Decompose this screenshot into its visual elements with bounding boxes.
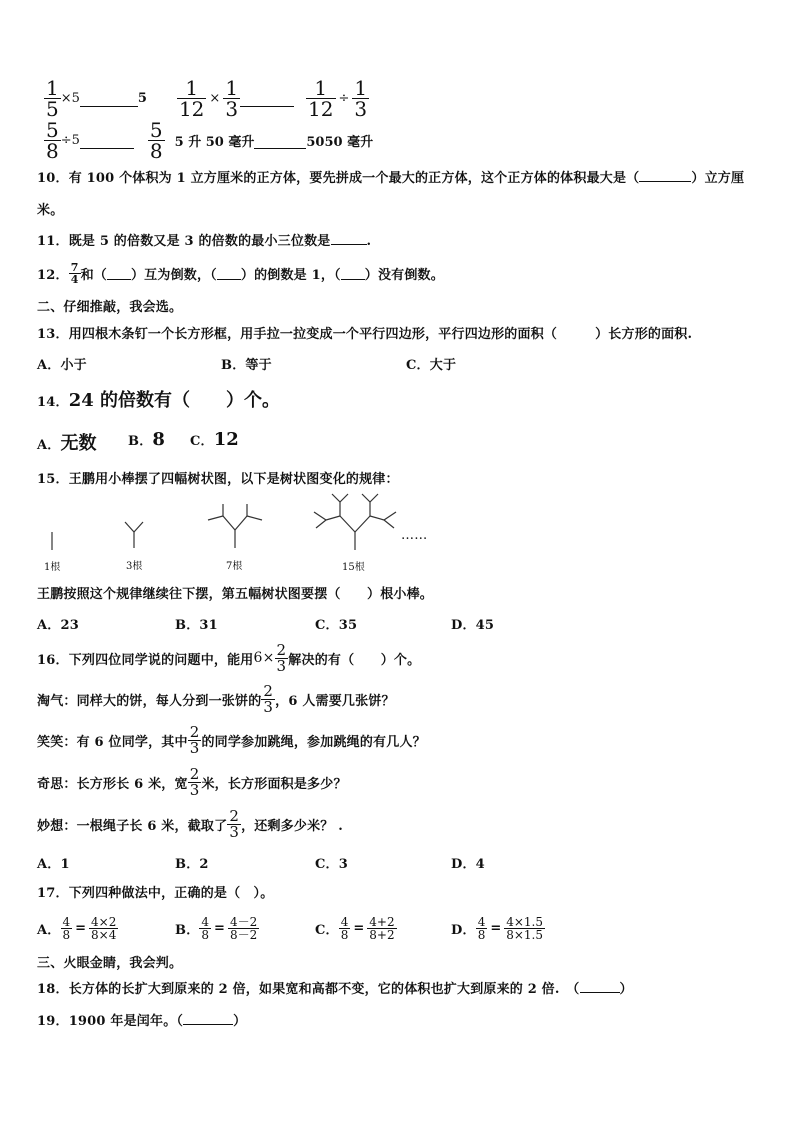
question-text: 16．下列四位同学说的问题中，能用 bbox=[37, 652, 254, 668]
option-value: 无数 bbox=[60, 433, 97, 454]
q13-option-c[interactable]: C．大于 bbox=[406, 358, 457, 373]
fraction: $\frac{5}{8}$ bbox=[149, 117, 163, 163]
answer-blank[interactable] bbox=[217, 267, 241, 280]
fraction: $\frac{4\times 2}{8\times 4}$ bbox=[91, 914, 117, 942]
fraction: $\frac{4+2}{8+2}$ bbox=[369, 914, 395, 942]
q13-option-b[interactable]: B．等于 bbox=[221, 358, 272, 373]
fraction: $\frac{4}{8}$ bbox=[340, 914, 349, 942]
q17-option-a[interactable] bbox=[37, 910, 118, 946]
statement-text: 米，长方形面积是多少？ bbox=[201, 776, 347, 792]
operator: ÷ bbox=[338, 90, 350, 106]
tree-3 bbox=[125, 522, 143, 548]
q16-statement-3 bbox=[37, 763, 347, 801]
question-19 bbox=[37, 1010, 246, 1029]
answer-blank[interactable] bbox=[580, 980, 620, 993]
statement-text: ，还剩多少米？ . bbox=[241, 818, 343, 834]
question-text: 19．1900 年是闰年。（ bbox=[37, 1014, 184, 1029]
question-18 bbox=[37, 978, 633, 997]
question-14 bbox=[37, 386, 280, 412]
operator: ×5 bbox=[60, 90, 80, 106]
question-15-text2: 王鹏按照这个规律继续往下摆，第五幅树状图要摆（ ）根小棒。 bbox=[37, 587, 434, 602]
quantity-text: 5050 毫升 bbox=[306, 134, 374, 150]
answer-blank[interactable] bbox=[331, 232, 367, 245]
q14-option-b[interactable] bbox=[128, 429, 165, 450]
question-13 bbox=[37, 323, 692, 342]
question-10 bbox=[37, 167, 744, 186]
option-value: 8 bbox=[152, 429, 165, 450]
q16-option-b[interactable]: B．2 bbox=[175, 857, 209, 872]
tree-label-15: 15根 bbox=[342, 562, 365, 573]
tree-15 bbox=[314, 494, 396, 550]
section-2-heading: 二、仔细推敲，我会选。 bbox=[37, 300, 183, 315]
q16-option-c[interactable]: C．3 bbox=[315, 857, 348, 872]
q16-statement-1 bbox=[37, 680, 395, 718]
fraction: $\frac{2}{3}$ bbox=[229, 806, 240, 841]
statement-text: ，6 人需要几张饼？ bbox=[275, 693, 395, 709]
q16-statement-4 bbox=[37, 805, 343, 843]
answer-blank[interactable] bbox=[183, 1012, 233, 1025]
option-label: B． bbox=[128, 434, 153, 449]
option-label: B． bbox=[175, 922, 200, 938]
question-number: 12． bbox=[37, 267, 69, 283]
fraction: $\frac{2}{3}$ bbox=[189, 722, 200, 757]
statement-text: 淘气：同样大的饼，每人分到一张饼的 bbox=[37, 693, 262, 709]
fraction-row-1 bbox=[44, 76, 369, 120]
q14-option-c[interactable] bbox=[190, 429, 239, 450]
q15-option-b[interactable]: B．31 bbox=[175, 618, 218, 633]
q14-option-a[interactable] bbox=[37, 429, 97, 455]
question-12 bbox=[37, 258, 444, 288]
question-text: 18．长方体的长扩大到原来的 2 倍，如果宽和高都不变，它的体积也扩大到原来的 2 倍. （ bbox=[37, 982, 580, 997]
fraction: $\frac{4\times 1.5}{8\times 1.5}$ bbox=[506, 914, 544, 942]
answer-blank[interactable] bbox=[80, 132, 134, 149]
question-text: 10．有 100 个体积为 1 立方厘米的正方体，要先拼成一个最大的正方体，这个正方体的体积最大是（ bbox=[37, 171, 640, 186]
fraction: $\frac{2}{3}$ bbox=[276, 640, 287, 675]
option-value: 12 bbox=[213, 429, 239, 450]
option-label: C． bbox=[190, 434, 214, 449]
option-label: A． bbox=[37, 922, 61, 938]
question-text: ）立方厘 bbox=[691, 171, 745, 186]
fraction: $\frac{2}{3}$ bbox=[263, 681, 274, 716]
equals-sign: = bbox=[75, 920, 87, 936]
value: 5 bbox=[137, 90, 147, 106]
question-10-cont bbox=[37, 199, 63, 218]
fraction: $\frac{4-2}{8-2}$ bbox=[229, 914, 258, 942]
question-text: 11．既是 5 的倍数又是 3 的倍数的最小三位数是 bbox=[37, 234, 331, 249]
answer-blank[interactable] bbox=[107, 267, 131, 280]
expression: 6× bbox=[253, 650, 275, 666]
fraction: $\frac{1}{12}$ bbox=[308, 75, 334, 121]
question-text: 米。 bbox=[37, 203, 64, 218]
tree-label-1: 1根 bbox=[44, 562, 61, 573]
question-text: 24 的倍数有（ ）个。 bbox=[68, 390, 281, 411]
fraction: $\frac{1}{3}$ bbox=[354, 75, 368, 121]
q15-option-c[interactable]: C．35 bbox=[315, 618, 358, 633]
fraction-row-2 bbox=[44, 118, 373, 162]
option-label: A． bbox=[37, 438, 61, 453]
question-15: 15．王鹏用小棒摆了四幅树状图，以下是树状图变化的规律： bbox=[37, 472, 399, 487]
section-3-heading: 三、火眼金睛，我会判。 bbox=[37, 956, 183, 971]
equals-sign: = bbox=[490, 920, 502, 936]
question-number: 14． bbox=[37, 395, 69, 410]
question-16 bbox=[37, 640, 420, 676]
statement-text: 的同学参加跳绳，参加跳绳的有几人？ bbox=[201, 734, 426, 750]
option-label: D． bbox=[451, 922, 476, 938]
answer-blank[interactable] bbox=[240, 90, 294, 107]
q16-statement-2 bbox=[37, 721, 426, 759]
fraction: $\frac{2}{3}$ bbox=[189, 764, 200, 799]
tree-label-7: 7根 bbox=[226, 561, 243, 572]
statement-text: 妙想：一根绳子长 6 米，截取了 bbox=[37, 818, 228, 834]
question-text: ）互为倒数，（ bbox=[130, 267, 217, 283]
operator: ÷5 bbox=[60, 132, 80, 148]
answer-blank[interactable] bbox=[80, 90, 138, 107]
answer-blank[interactable] bbox=[254, 132, 306, 149]
question-text: . bbox=[366, 234, 372, 249]
answer-blank[interactable] bbox=[341, 267, 365, 280]
q15-option-d[interactable]: D．45 bbox=[451, 618, 495, 633]
equals-sign: = bbox=[353, 920, 365, 936]
fraction: $\frac{1}{5}$ bbox=[46, 75, 59, 121]
q15-option-a[interactable]: A．23 bbox=[37, 618, 79, 633]
fraction: $\frac{4}{8}$ bbox=[477, 914, 486, 942]
statement-text: 奇思：长方形长 6 米，宽 bbox=[37, 776, 188, 792]
fraction: $\frac{1}{12}$ bbox=[178, 75, 205, 121]
option-label: C． bbox=[315, 922, 339, 938]
fraction: $\frac{5}{8}$ bbox=[46, 117, 59, 163]
fraction: $\frac{7}{4}$ bbox=[70, 260, 79, 286]
question-17: 17．下列四种做法中，正确的是（ ）。 bbox=[37, 886, 274, 901]
operator: × bbox=[209, 90, 221, 106]
question-text: 解决的有（ ）个。 bbox=[288, 652, 421, 668]
question-text: ）的倒数是 1，（ bbox=[240, 267, 341, 283]
q13-option-a[interactable]: A．小于 bbox=[37, 358, 87, 373]
fraction: $\frac{1}{3}$ bbox=[225, 75, 239, 121]
tree-label-3: 3根 bbox=[126, 561, 143, 572]
question-text: ）没有倒数。 bbox=[364, 267, 444, 283]
q16-option-a[interactable]: A．1 bbox=[37, 857, 70, 872]
equals-sign: = bbox=[214, 920, 225, 936]
question-text: ） bbox=[619, 982, 633, 997]
tree-ellipsis: …… bbox=[401, 528, 428, 543]
fraction: $\frac{4}{8}$ bbox=[201, 914, 210, 942]
q17-option-c[interactable] bbox=[315, 910, 397, 946]
question-text: ） bbox=[233, 1014, 247, 1029]
q16-option-d[interactable]: D．4 bbox=[451, 857, 485, 872]
statement-text: 笑笑：有 6 位同学，其中 bbox=[37, 734, 188, 750]
q17-option-b[interactable] bbox=[175, 910, 259, 946]
question-text: ）长方形的面积. bbox=[595, 327, 693, 342]
question-text: 13．用四根木条钉一个长方形框，用手拉一拉变成一个平行四边形，平行四边形的面积（ bbox=[37, 327, 558, 342]
q17-option-d[interactable] bbox=[451, 910, 545, 946]
tree-7 bbox=[208, 504, 262, 548]
question-11 bbox=[37, 230, 371, 249]
question-text: 和（ bbox=[80, 267, 107, 283]
fraction: $\frac{4}{8}$ bbox=[62, 914, 71, 942]
answer-blank[interactable] bbox=[639, 169, 691, 182]
quantity-text: 5 升 50 毫升 bbox=[174, 134, 255, 150]
